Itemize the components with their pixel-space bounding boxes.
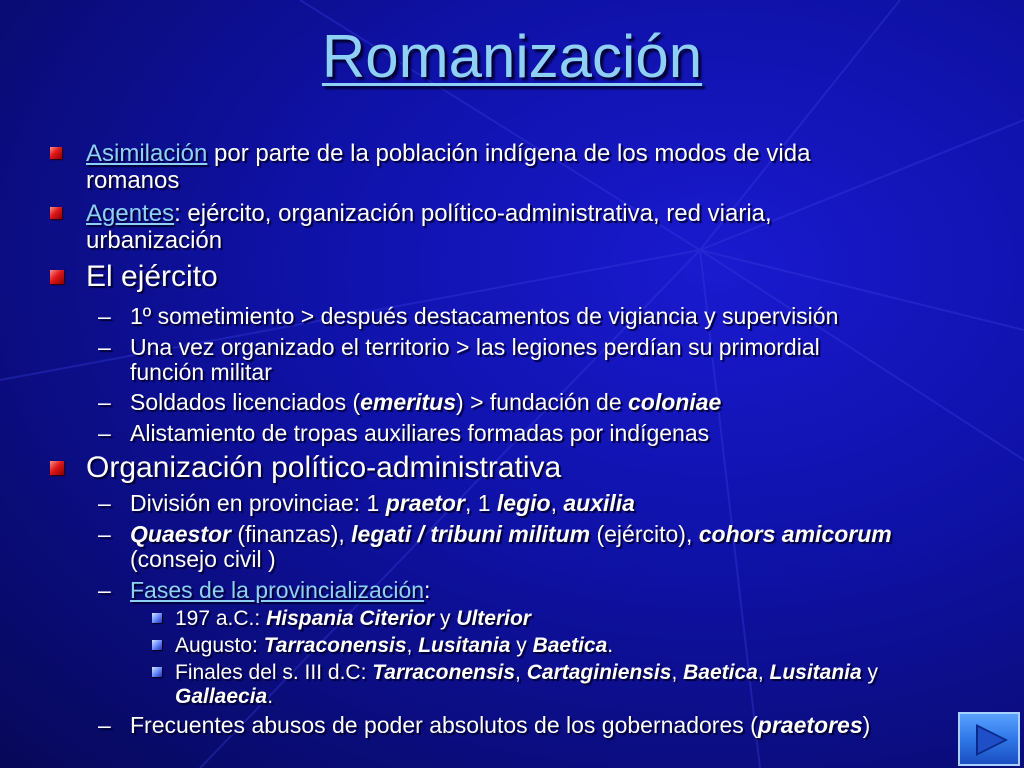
dash-bullet: – (98, 490, 111, 516)
bullet-red-icon (50, 461, 64, 475)
list-item-org-1: División en provinciae: 1 praetor, 1 legio, auxilia (130, 490, 635, 516)
play-triangle-icon (968, 720, 1012, 760)
list-item-ejercito-1: 1º sometimiento > después destacamentos de vigiancia y supervisión (130, 303, 839, 329)
dash-bullet: – (98, 521, 111, 547)
list-item-org-3: Fases de la provincialización: (130, 577, 431, 603)
bullet-blue-icon (152, 640, 162, 650)
dash-bullet: – (98, 303, 111, 329)
bullet-blue-icon (152, 667, 162, 677)
asimilacion-link[interactable]: Asimilación (86, 140, 208, 167)
bullet-red-icon (50, 207, 62, 219)
bullet-red-icon (50, 147, 62, 159)
list-item-fase-2: Augusto: Tarraconensis, Lusitania y Baetica. (175, 634, 614, 657)
list-item-org-2: Quaestor (finanzas), legati / tribuni militum (ejército), cohors amicorum (consejo civil ) (130, 521, 892, 572)
agentes-link[interactable]: Agentes (86, 200, 175, 227)
dash-bullet: – (98, 389, 111, 415)
dash-bullet: – (98, 334, 111, 360)
list-item-ejercito-4: Alistamiento de tropas auxiliares formadas por indígenas (130, 420, 710, 446)
heading-ejercito: El ejército (86, 260, 218, 293)
list-item-agentes: Agentes: ejército, organización político-administrativa, red viaria, urbanización (86, 200, 772, 254)
dash-bullet: – (98, 420, 111, 446)
list-item-org-4: Frecuentes abusos de poder absolutos de los gobernadores (praetores) (130, 712, 871, 738)
list-item-fase-1: 197 a.C.: Hispania Citerior y Ulterior (175, 607, 531, 630)
slide-title: Romanización (321, 23, 703, 90)
fases-link[interactable]: Fases de la provincialización (130, 577, 425, 603)
list-item-asimilacion: Asimilación por parte de la población indígena de los modos de vida romanos (86, 140, 811, 194)
list-item-ejercito-2: Una vez organizado el territorio > las legiones perdían su primordial función militar (130, 334, 820, 385)
dash-bullet: – (98, 577, 111, 603)
bullet-blue-icon (152, 613, 162, 623)
bullet-red-icon (50, 270, 64, 284)
dash-bullet: – (98, 712, 111, 738)
next-slide-button[interactable] (958, 712, 1020, 766)
list-item-ejercito-3: Soldados licenciados (emeritus) > fundación de coloniae (130, 389, 722, 415)
list-item-fase-3: Finales del s. III d.C: Tarraconensis, Cartaginiensis, Baetica, Lusitania y Gallaecia. (175, 661, 879, 708)
heading-organizacion: Organización político-administrativa (86, 451, 562, 484)
